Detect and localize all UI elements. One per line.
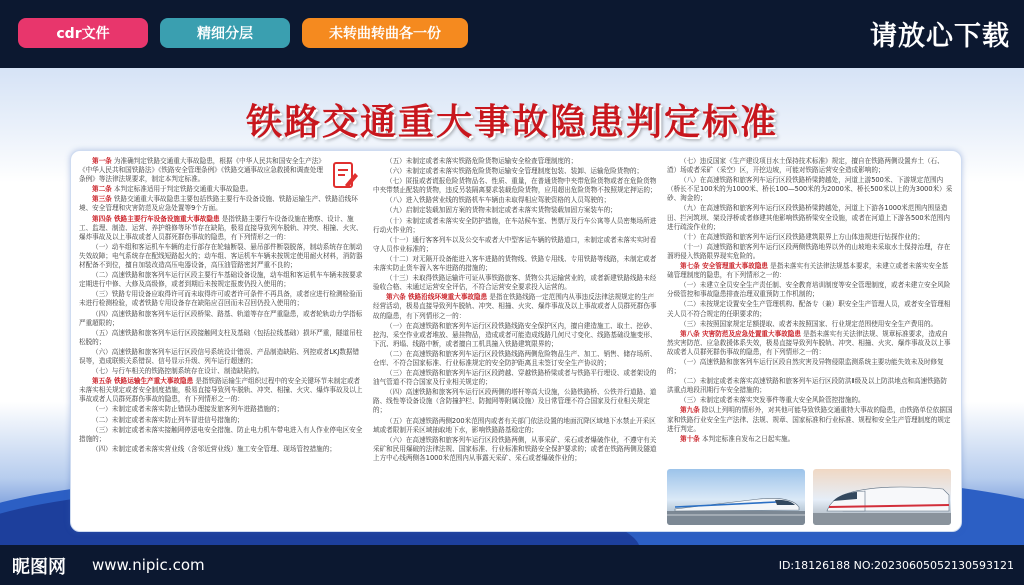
article-text: （四）高速铁路和旅客列车运行区段桥梁、路基、轨道等存在严重隐患，或者轮轨动力学指标严重超限的； (79, 309, 363, 327)
article-text: 是指未落实有关法律法规基本要求，未建立或者未落实安全基础管理制度的隐患，有下列情形之一的： (667, 262, 949, 280)
article-paragraph (373, 322, 659, 349)
poster-title: 铁路交通重大事故隐患判定标准 (245, 101, 778, 143)
article-text: （十二）对无隔开设备能进入客车进路的货物线、铁路专用线、专用铁路等线路，未制定或者未落实防止货车溜入客车进路的措施的； (373, 254, 657, 273)
article-text: （三）未制定或者未落实接触网停送电安全措施、防止电力机车带电进入有人作业停电区安全措施的； (79, 425, 363, 443)
badge-cdr-file: cdr文件 (18, 18, 148, 48)
badge-curves-versions: 未转曲转曲各一份 (302, 18, 468, 48)
article-text: 铁路交通重大事故隐患主要包括铁路主要行车设备设施、铁路运输生产、铁路沿线环境、安全管理和灾害防范及应急处置等9个方面。 (79, 195, 358, 213)
article-text: （五）在高速铁路两侧200米范围内或者有关部门依法设置的地面沉降区域地下水禁止开采区域或者限制开采区域抽取地下水，影响铁路路基稳定的； (373, 416, 656, 434)
article-text: （一）未制定或者未落实防止错误办理接发旅客列车进路措施的； (92, 405, 284, 414)
article-heading: 第十条 (680, 434, 700, 443)
article-paragraph (667, 281, 953, 299)
article-text: 是指铁路运输生产组织过程中的安全关键环节未制定或者未落实相关规定或者安全制度措施，极易直接导致列车脱轨、冲突、相撞、火灾、爆炸事故及以上事故或者人员群死群伤事故的隐患，有下列情形之一的： (79, 377, 363, 404)
watermark-url: www.nipic.com (92, 556, 205, 574)
article-paragraph (373, 350, 659, 368)
article-paragraph (79, 329, 365, 347)
article-paragraph (373, 206, 659, 215)
article-paragraph (79, 310, 365, 328)
content-card (70, 150, 962, 532)
article-paragraph (373, 196, 659, 205)
article-paragraph (667, 396, 953, 405)
article-text: （五）高速铁路和旅客列车运行区段接触网支柱及基础（包括拉线基础）损坏严重，隧道吊柱松脱的； (79, 328, 363, 346)
article-text: 为准确判定铁路交通重大事故隐患，根据《中华人民共和国安全生产法》《中华人民共和国铁路法》《铁路安全管理条例》《铁路交通事故应急救援和调查处理条例》等法律法规要求，制定本判定标准。 (79, 157, 325, 184)
article-text: （六）高速铁路和旅客列车运行区段信号系统设计错误、产品制造缺陷、列控或者LKJ数据错误等，造成联锁关系错误、信号显示升级、列车运行超速的； (79, 347, 360, 365)
article-paragraph (79, 377, 365, 404)
article-text: （二）未按规定设置安全生产管理机构、配备专（兼）职安全生产管理人员，或者安全管理相关人员不符合规定的任职要求的； (667, 300, 951, 318)
article-paragraph (667, 406, 953, 433)
article-text: （一）未建立全员安全生产责任制、安全教育培训制度等安全管理制度，或者未建立安全风险分级管控和事故隐患排查治理双重预防工作机制的； (667, 281, 951, 299)
article-paragraph (79, 426, 365, 444)
article-text: 是指铁路主要行车设备设施在勘察、设计、施工、监理、制造、运营、养护维修等环节存在缺陷，极易直接导致列车脱轨、冲突、相撞、火灾、爆炸事故及以上事故或者人员群死群伤事故的隐患，有下列情形之一的： (79, 214, 363, 241)
article-text: （四）高速铁路和旅客列车运行区段两侧的塔杆等高大设施，公路铁路桥、公铁并行道路、道路、线性等设备设施（含防撞护栏、防抛网等附属设施）及日常管理不符合国家及行业相关规定的； (373, 388, 657, 415)
article-paragraph (79, 445, 365, 454)
article-paragraph (667, 157, 953, 175)
poster (0, 68, 1024, 545)
article-paragraph (373, 369, 659, 387)
article-text: 是指未落实有关法律法规、规章标准要求，造成自然灾害防范、应急救援体系失效，极易直接导致列车脱轨、冲突、相撞、火灾、爆炸事故及以上事故或者人员群死群伤事故的隐患，有下列情形之一的： (667, 329, 951, 356)
article-paragraph (667, 262, 953, 280)
watermark-id: ID:18126188 NO:20230605052130593121 (778, 559, 1014, 572)
article-paragraph (667, 243, 953, 261)
article-text: （一）高速铁路和旅客列车运行区段自然灾害及异物侵限监测系统主要功能失效未及时修复的； (667, 357, 944, 376)
article-paragraph (667, 320, 953, 329)
article-paragraph (667, 300, 953, 318)
article-paragraph (79, 185, 365, 194)
article-heading: 第八条 灾害防范及应急处置重大事故隐患 (680, 329, 801, 338)
article-text: （八）进入铁路营业线的铁路机车车辆由未取得相应驾驶资格的人员驾驶的； (386, 196, 611, 205)
text-column-3 (667, 157, 953, 445)
article-heading: 第一条 (92, 157, 112, 165)
article-paragraph (79, 157, 365, 184)
article-paragraph (667, 204, 953, 231)
article-paragraph (79, 195, 365, 213)
top-banner (0, 0, 1024, 68)
article-text: （三）在高速铁路和旅客列车运行区段跨越、穿越铁路桥梁或者与铁路平行埋设、或者架设的油气管道不符合国家及行业相关规定的； (373, 369, 657, 387)
article-text: （六）在高速铁路和旅客列车运行区段铁路两侧，从事采矿、采石或者爆破作业，不遵守有关采矿和民用爆破的法律法规、国家标准、行业标准和铁路安全保护要求的；或者在铁路两侧及隧道上方中心线两侧各1000米范围内从事露天采矿、采石或者爆破作业的； (373, 435, 657, 462)
article-text: （九）启制定装载加固方案的货物未制定或者未落实货物装载加固方案装车的； (386, 206, 617, 215)
download-reassurance-text: 请放心下载 (870, 21, 1010, 52)
article-heading: 第二条 (92, 185, 112, 194)
article-text: 本判定标准适用于判定铁路交通重大事故隐患。 (113, 185, 253, 194)
article-paragraph (373, 167, 659, 176)
article-text: 是指在铁路线路一定范围内从事违反法律法规规定的生产经营活动，极易直接导致列车脱轨、冲突、相撞、火灾、爆炸事故及以上事故或者人员群死群伤事故的隐患，有下列情形之一的： (373, 293, 657, 320)
article-paragraph (373, 217, 659, 235)
article-paragraph (373, 255, 659, 273)
article-text: （七）违反国家《生产建设项目水土保持技术标准》规定，擅自在铁路两侧设置弃土（石、渣）场或者采矿（采空）区，开挖边坡，可能对铁路运营安全造成影响的； (667, 157, 944, 175)
article-paragraph (79, 243, 365, 270)
article-paragraph (667, 377, 953, 395)
article-text: 本判定标准自发布之日起实施。 (701, 434, 795, 443)
article-paragraph (667, 358, 953, 376)
article-text: （三）未制定或者未落实突发事件等重大安全风险管控措施的。 (680, 396, 865, 405)
article-text: （七）匿报或者谎报危险货物品名、性质、重量，在普通货物中夹带危险货物或者在危险货物中夹带禁止配装的货物，违反另装隔离要求装载危险货物，应用超出危险货物不按照规定押运的； (373, 177, 657, 195)
article-heading: 第七条 安全管理重大事故隐患 (680, 262, 769, 271)
article-paragraph (373, 293, 659, 320)
article-text: （十）在高速铁路和旅客列车运行区段铁路建筑限界上方山体违规进行钻探作业的； (680, 232, 924, 241)
article-paragraph (373, 157, 659, 166)
article-text: （十）未制定或者未落实安全防护措施，在车站候车室、售票厅及行车公寓等人员密集场所进行动火作业的； (373, 216, 657, 234)
article-text: （三）铁路专用设备应取得许可而未取得许可或者许可条件不再具备，或者应进行检测检验而未进行检测检验，或者铁路专用设备存在缺陷应召回而未召回仍投入使用的； (79, 290, 363, 308)
article-heading: 第五条 铁路运输生产重大事故隐患 (92, 377, 194, 386)
article-paragraph (667, 233, 953, 242)
article-text: 除以上列明的情形外，对其他可能导致铁路交通重特大事故的隐患，由铁路单位依据国家和铁路行业安全生产法律、法规、规章、国家标准和行业标准、规程和安全生产管理制度的规定进行判定。 (667, 406, 953, 433)
article-paragraph (373, 236, 659, 254)
article-paragraph (79, 215, 365, 242)
article-paragraph (79, 290, 365, 308)
article-text: （一）在高速铁路和旅客列车运行区段铁路线路安全保护区内，擅自建造施工、取土、挖砂、挖沟、采空作业或者堆放、悬挂物品，造成或者可能造成线路几何尺寸变化、线路基础设施变形、下沉、坍塌、线路中断，或者擅自工机具撞入铁路建筑限界的； (373, 321, 657, 348)
article-text: （二）未制定或者未落实防止列车冒进信号措施的； (92, 415, 244, 424)
article-paragraph (667, 330, 953, 357)
article-paragraph (667, 176, 953, 203)
train-photo-right (813, 469, 951, 525)
article-text: （十一）通行客客列车以及公交车或者大中型客运车辆的铁路道口，未制定或者未落实实时看守人员作业标准的； (373, 235, 657, 253)
text-column-2 (373, 157, 659, 464)
article-heading: 第九条 (680, 406, 700, 415)
watermark-bar (0, 545, 1024, 585)
article-paragraph (79, 348, 365, 366)
article-paragraph (373, 274, 659, 292)
article-text: （八）在高速铁路和旅客列车运行区段铁路桥梁跨越处，河道上游500米、下游规定范围内（桥长不足100米的为1000米、桥长100—500米的为2000米、桥长500米以上的为3000米）采砂、淘金的； (667, 176, 953, 203)
article-text: （七）与行车相关的铁路控制系统存在设计、制造缺陷的。 (92, 367, 264, 376)
article-text: （二）高速铁路和旅客列车运行区段主要行车基础设备设施，动车组和客运机车车辆未按要求定期进行中修、大修及高级修，或者到期后未按规定报废仍投入使用的； (79, 271, 363, 289)
watermark-logo: 昵图网 (12, 557, 66, 578)
article-paragraph (373, 388, 659, 415)
article-paragraph (79, 405, 365, 414)
article-text: （六）未制定或者未落实铁路危险货物运输安全管理制度包装、装卸、运输危险货物的； (386, 167, 644, 176)
article-heading: 第六条 铁路沿线环境重大事故隐患 (386, 293, 488, 302)
article-heading: 第三条 (92, 195, 112, 204)
article-text: （五）未制定或者未落实铁路危险货物运输安全检查管理制度的； (386, 157, 578, 165)
article-paragraph (79, 416, 365, 425)
article-heading: 第四条 铁路主要行车设备设施重大事故隐患 (92, 214, 220, 223)
article-text: （二）未制定或者未落实高速铁路和旅客列车运行区段防洪Ⅱ级及以上防洪地点和高速铁路防洪重点地段汛期行车安全措施的； (667, 377, 947, 395)
article-text: （十一）高速铁路和旅客列车运行区段两侧铁路地界以外的山坡地未采取水土保持治理，存在溜坍侵入铁路限界现实危险的。 (667, 242, 951, 260)
article-text: （三）未按照国家规定足额提取、或者未按照国家、行业规定范围使用安全生产费用的。 (680, 319, 938, 328)
article-paragraph (79, 367, 365, 376)
text-column-1 (79, 157, 365, 455)
article-paragraph (373, 177, 659, 195)
article-text: （一）动车组和客运机车车辆的走行部存在轮轴断裂、悬吊部件断裂脱落，制动系统存在制动失效故障；电气系统存在配线短路起火的；动车组、客运机车车辆未按规定使用耐火材料，消防器材配备不到位，擅自加装改造高压电器设备，高压油管路密封严重不良的； (79, 242, 363, 270)
badge-fine-layers: 精细分层 (160, 18, 290, 48)
article-paragraph (373, 417, 659, 435)
document-edit-icon (331, 161, 359, 191)
article-text: （四）未制定或者未落实营业线（含邻近营业线）施工安全管理、现场管控措施的； (92, 444, 336, 453)
article-text: （二）在高速铁路和旅客列车运行区段铁路线路两侧危险物品生产、加工、销售、储存场所、仓库、不符合国家标准、行业标准规定的安全防护距离且未签订安全生产协议的； (373, 349, 657, 367)
article-paragraph (373, 436, 659, 463)
article-text: （十三）未取得铁路运输许可证从事铁路旅客、货物公共运输营业的，或者新建铁路线路未经验收合格、未通过运营安全评估，不符合运营安全要求投入运营的。 (373, 274, 657, 292)
article-text: （九）在高速铁路和旅客列车运行区段铁路桥梁跨越处，河道上下游各1000米范围内围垦造田、拦河筑坝、架设浮桥或者修建其他影响铁路桥梁安全设施，或者在河道上下游各500米范围内进行疏浚作业的； (667, 204, 950, 231)
train-photo-left (667, 469, 805, 525)
article-paragraph (79, 271, 365, 289)
article-paragraph (667, 435, 953, 444)
